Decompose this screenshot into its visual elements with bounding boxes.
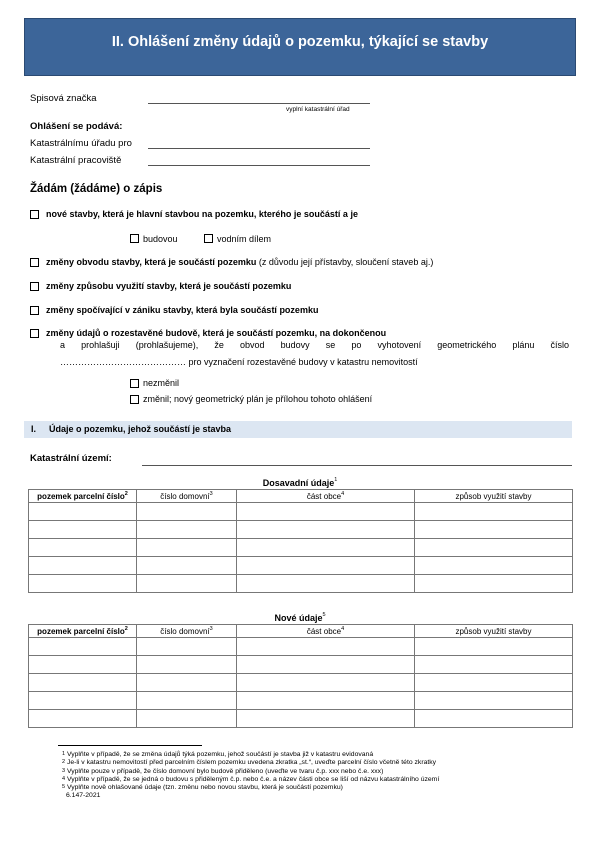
table-cell[interactable] (415, 710, 573, 728)
col-parcela: pozemek parcelní číslo$^2$ (29, 625, 137, 638)
table-row (29, 692, 573, 710)
table-cell[interactable] (415, 521, 573, 539)
katastralni-uzemi-label: Katastrální území: (30, 453, 112, 464)
table-cell[interactable] (237, 656, 415, 674)
table-row (29, 521, 573, 539)
table-cell[interactable] (137, 692, 237, 710)
table-cell[interactable] (29, 638, 137, 656)
footnote: $^5$ Vyplňte nově ohlašované údaje (tzn. změnu nebo novou stavbu, která je součástí pozemku) (62, 784, 343, 792)
option-zanik-stavby: změny spočívající v zániku stavby, která byla součástí pozemku (46, 305, 319, 315)
table-cell[interactable] (29, 521, 137, 539)
table-cell[interactable] (29, 575, 137, 593)
table-cell[interactable] (29, 503, 137, 521)
table-cell[interactable] (237, 521, 415, 539)
option-rozestavena-budova: změny údajů o rozestavěné budově, která je součástí pozemku, na dokončenou (46, 328, 387, 338)
checkbox-zanik-stavby[interactable] (30, 306, 39, 315)
table-cell[interactable] (415, 539, 573, 557)
table-cell[interactable] (415, 575, 573, 593)
checkbox-nova-stavba[interactable] (30, 210, 39, 219)
form-title-banner (24, 18, 576, 76)
col-cislo-domovni: číslo domovní$^3$ (137, 490, 237, 503)
table-cell[interactable] (29, 656, 137, 674)
table-cell[interactable] (137, 674, 237, 692)
table-row (29, 539, 573, 557)
section-bar (24, 421, 572, 438)
table-cell[interactable] (415, 557, 573, 575)
table-new-caption-sup: 5 (322, 612, 326, 618)
checkbox-zmenil[interactable] (130, 395, 139, 404)
prohlaseni-text: a prohlašuji (prohlašujeme), že obvod budovy se po vyhotovení geometrického plánu číslo (60, 340, 569, 350)
table-cell[interactable] (137, 539, 237, 557)
table-cell[interactable] (415, 674, 573, 692)
table-cell[interactable] (237, 638, 415, 656)
table-cell[interactable] (237, 539, 415, 557)
urad-field[interactable] (148, 148, 370, 149)
table-cell[interactable] (415, 692, 573, 710)
table-row (29, 656, 573, 674)
footnote: $^3$ Vyplňte pouze v případě, že číslo domovní bylo budově přiděleno (uveďte ve tvaru č.p. xxx nebo č.e. xxx) (62, 767, 384, 775)
checkbox-budovou[interactable] (130, 234, 139, 243)
table-cell[interactable] (415, 503, 573, 521)
col-cislo-domovni: číslo domovní$^3$ (137, 625, 237, 638)
table-cell[interactable] (415, 638, 573, 656)
col-cast-obce: část obce$^4$ (237, 490, 415, 503)
table-old-header (29, 490, 573, 503)
table-cell[interactable] (29, 557, 137, 575)
form-title: II. Ohlášení změny údajů o pozemku, týkající se stavby (111, 34, 489, 50)
table-new-header (29, 625, 573, 638)
pracoviste-field[interactable] (148, 165, 370, 166)
table-cell[interactable] (29, 692, 137, 710)
option-budovou: budovou (143, 234, 178, 244)
table-cell[interactable] (237, 692, 415, 710)
option-zmenil: změnil; nový geometrický plán je přílohou tohoto ohlášení (143, 394, 373, 404)
option-nova-stavba: nové stavby, která je hlavní stavbou na pozemku, kterého je součástí a je (46, 209, 358, 219)
table-cell[interactable] (137, 710, 237, 728)
katastralni-uzemi-field[interactable] (142, 465, 572, 466)
table-new (28, 624, 573, 728)
table-old (28, 489, 573, 593)
spisova-znacka-field[interactable] (148, 103, 370, 104)
footnote: $^4$ Vyplňte v případě, že se jedná o budovu s přiděleným č.p. nebo č.e. a název části obce se liší od názvu katastrálního území (62, 775, 440, 783)
option-vodnim-dilem: vodním dílem (217, 234, 272, 244)
footnote-divider (58, 745, 202, 746)
request-heading: Žádám (žádáme) o zápis (30, 183, 163, 195)
pracoviste-label: Katastrální pracoviště (30, 155, 122, 166)
checkbox-rozestavena-budova[interactable] (30, 329, 39, 338)
col-zpusob-vyuziti: způsob využití stavby (415, 490, 573, 503)
form-code: 6.147-2021 (66, 792, 101, 800)
table-row (29, 674, 573, 692)
option-zmena-obvodu-note: (z důvodu její přístavby, sloučení staveb aj.) (256, 257, 434, 267)
option-nezmenil: nezměnil (143, 378, 180, 388)
footnotes (62, 751, 439, 801)
section-title: Údaje o pozemku, jehož součástí je stavba (49, 424, 232, 434)
table-new-caption: Nové údaje (274, 613, 323, 623)
checkbox-zmena-vyuziti[interactable] (30, 282, 39, 291)
table-cell[interactable] (137, 656, 237, 674)
table-row (29, 575, 573, 593)
table-cell[interactable] (237, 503, 415, 521)
podava-label: Ohlášení se podává: (30, 121, 123, 132)
checkbox-vodnim-dilem[interactable] (204, 234, 213, 243)
table-cell[interactable] (29, 539, 137, 557)
footnote: $^1$ Vyplňte v případě, že se změna údajů týká pozemku, jehož součástí je stavba již v katastru evidovaná (62, 751, 374, 758)
col-cast-obce: část obce$^4$ (237, 625, 415, 638)
table-cell[interactable] (29, 674, 137, 692)
table-cell[interactable] (137, 503, 237, 521)
checkbox-nezmenil[interactable] (130, 379, 139, 388)
table-cell[interactable] (137, 521, 237, 539)
table-row (29, 503, 573, 521)
table-row (29, 557, 573, 575)
table-cell[interactable] (237, 674, 415, 692)
table-cell[interactable] (237, 575, 415, 593)
section-number: I. (31, 424, 37, 434)
table-old-caption-sup: 1 (334, 477, 338, 483)
col-zpusob-vyuziti: způsob využití stavby (415, 625, 573, 638)
option-zmena-obvodu: změny obvodu stavby, která je součástí pozemku (46, 257, 257, 267)
table-cell[interactable] (237, 557, 415, 575)
table-cell[interactable] (415, 656, 573, 674)
spisova-znacka-label: Spisová značka (30, 93, 97, 104)
checkbox-zmena-obvodu[interactable] (30, 258, 39, 267)
table-cell[interactable] (237, 710, 415, 728)
footnote: $^2$ Je-li v katastru nemovitostí před parcelním číslem pozemku uvedena zkratka „st.“, uveďte parcelní číslo včetně této zkratky (62, 759, 437, 767)
table-cell[interactable] (137, 575, 237, 593)
cadastre-hint: vyplní katastrální úřad (286, 106, 350, 113)
urad-label: Katastrálnímu úřadu pro (30, 138, 132, 149)
table-cell[interactable] (137, 557, 237, 575)
table-old-caption: Dosavadní údaje (262, 478, 335, 488)
table-row (29, 638, 573, 656)
geometricky-plan-text: …………………………………… pro vyznačení rozestavěné budovy v katastru nemovitostí (60, 357, 418, 367)
table-row (29, 710, 573, 728)
table-cell[interactable] (29, 710, 137, 728)
option-zmena-vyuziti: změny způsobu využití stavby, která je součástí pozemku (46, 281, 292, 291)
table-cell[interactable] (137, 638, 237, 656)
col-parcela: pozemek parcelní číslo$^2$ (29, 490, 137, 503)
